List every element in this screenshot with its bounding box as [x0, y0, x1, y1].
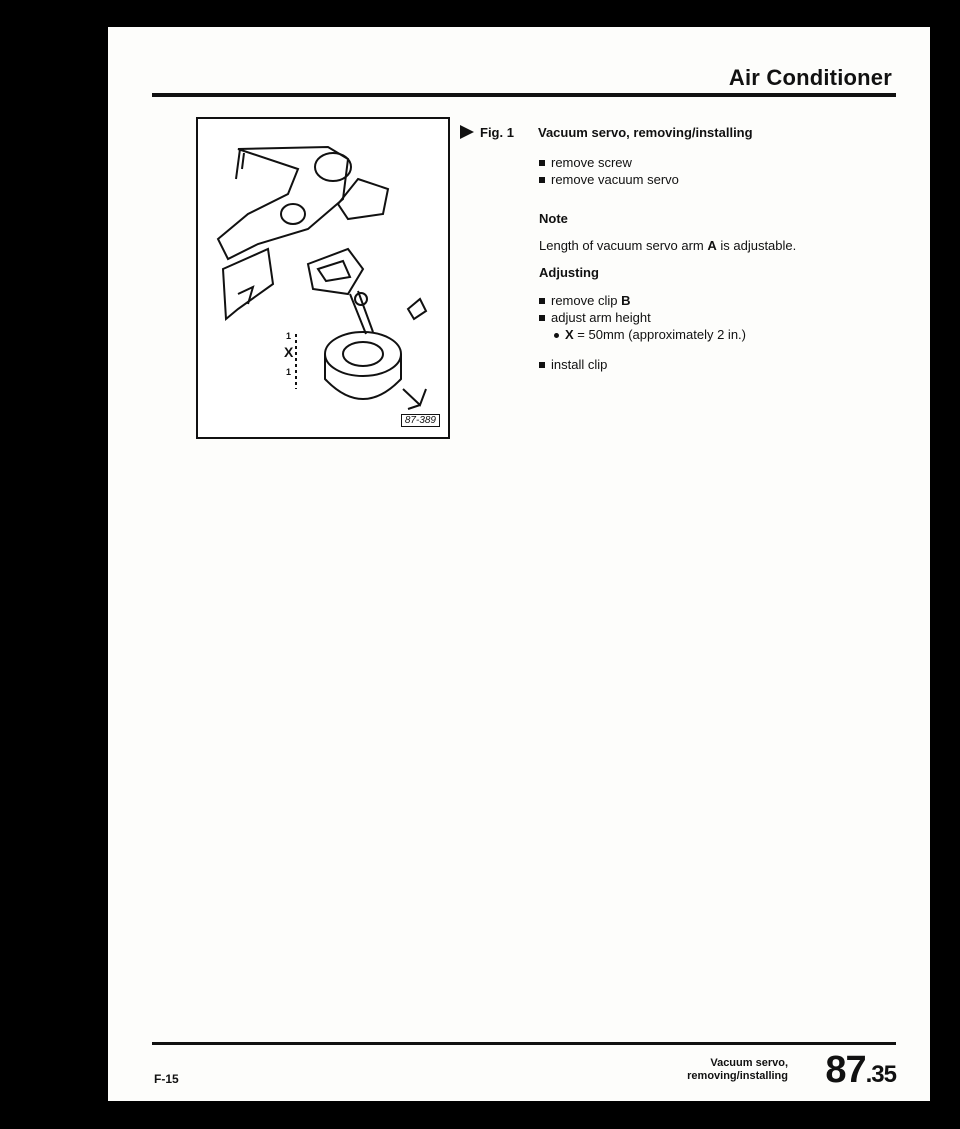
step-remove-screw: remove screw: [539, 155, 632, 170]
servo-illustration: [198, 119, 448, 437]
measurement-x-value: = 50mm (approximately 2 in.): [573, 327, 746, 342]
step-install-clip: install clip: [539, 357, 607, 372]
measurement-x-label: X: [565, 327, 574, 342]
footer-caption-line2: removing/installing: [687, 1070, 788, 1082]
header-rule: [152, 93, 896, 97]
footer-section-number: [825, 1049, 896, 1092]
figure-caption: [460, 125, 753, 140]
step-remove-servo: remove vacuum servo: [539, 172, 679, 187]
measurement-x: [554, 327, 746, 342]
note-text-suffix: is adjustable.: [716, 238, 797, 253]
section-major: 87: [825, 1049, 866, 1091]
pointer-arrow-icon: [460, 125, 474, 139]
dimension-tick-bottom: 1: [286, 367, 292, 377]
note-label: Note: [539, 211, 568, 226]
figure-reference: 87-389: [401, 414, 440, 427]
note-text-prefix: Length of vacuum servo arm: [539, 238, 708, 253]
dimension-x-label: X: [284, 344, 294, 360]
manual-page: [108, 27, 930, 1101]
adjusting-label: Adjusting: [539, 265, 599, 280]
step-remove-clip-text: remove clip: [551, 293, 622, 308]
section-minor: 35: [871, 1061, 896, 1088]
note-arm-a: A: [707, 238, 717, 253]
section-separator: .: [865, 1061, 872, 1088]
figure-label: Fig. 1: [480, 125, 514, 140]
footer-rule: [152, 1042, 896, 1045]
page-title: Air Conditioner: [728, 65, 892, 90]
footer-caption-line1: Vacuum servo,: [710, 1057, 788, 1069]
footer-caption: [687, 1057, 788, 1083]
note-text: [539, 238, 796, 253]
clip-b: B: [621, 293, 631, 308]
step-remove-clip: [539, 293, 630, 308]
dimension-tick-top: 1: [286, 331, 292, 341]
figure-vacuum-servo: [196, 117, 450, 439]
footer-page-code: F-15: [154, 1072, 179, 1086]
step-adjust-arm: adjust arm height: [539, 310, 651, 325]
section-heading: Vacuum servo, removing/installing: [538, 125, 753, 140]
